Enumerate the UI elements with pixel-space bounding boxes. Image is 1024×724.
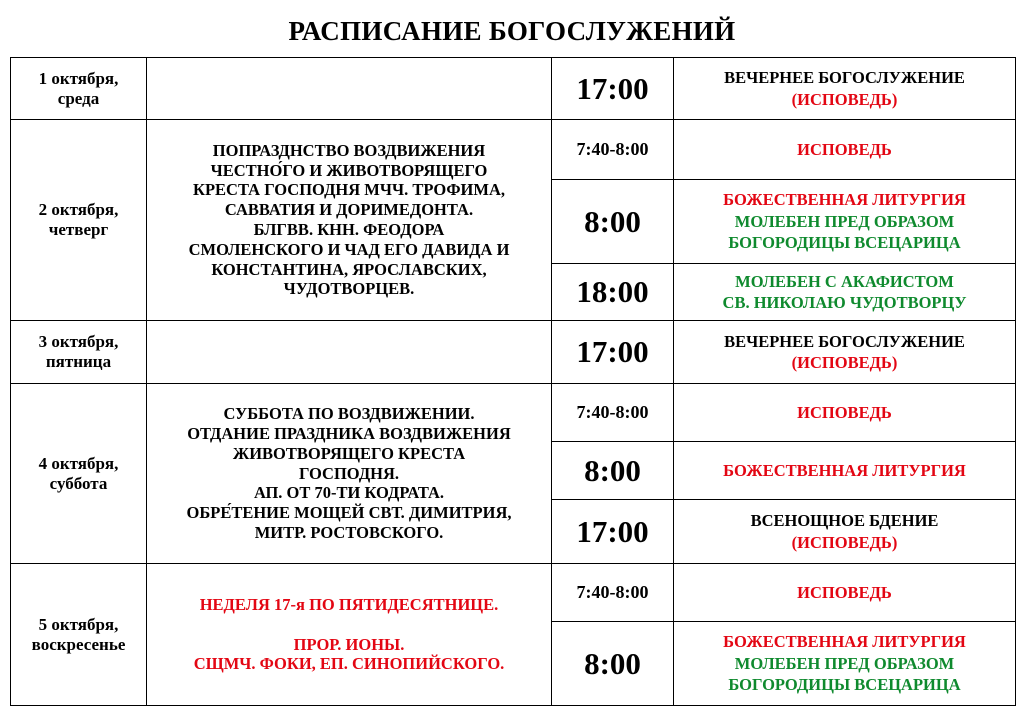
feast-line: ПРОР. ИОНЫ. xyxy=(293,634,405,654)
feast-line: ОБРЕ́ТЕНИЕ МОЩЕЙ СВТ. ДИМИТРИЯ, xyxy=(186,503,512,523)
day-date: 3 октября, xyxy=(38,332,119,352)
service-time: 8:00 xyxy=(552,442,674,500)
service-time: 7:40-8:00 xyxy=(552,120,674,180)
service-line: (ИСПОВЕДЬ) xyxy=(791,353,898,372)
feast-line: СМОЛЕНСКОГО И ЧАД ЕГО ДАВИДА И xyxy=(188,239,510,259)
schedule-table xyxy=(10,57,1016,706)
service-line: МОЛЕБЕН С АКАФИСТОМ xyxy=(735,271,954,291)
service-time: 17:00 xyxy=(552,321,674,384)
service-description xyxy=(674,180,1016,264)
service-line: ВЕЧЕРНЕЕ БОГОСЛУЖЕНИЕ xyxy=(724,331,965,351)
feast-line: АП. ОТ 70-ТИ КОДРАТА. xyxy=(253,483,445,503)
day-date: 2 октября, xyxy=(38,200,119,220)
feast-line: ПОПРАЗДНСТВО ВОЗДВИЖЕНИЯ xyxy=(212,140,486,160)
service-line: МОЛЕБЕН ПРЕД ОБРАЗОМ xyxy=(734,211,955,231)
service-time: 17:00 xyxy=(552,500,674,564)
service-description xyxy=(674,500,1016,564)
day-weekday: пятница xyxy=(45,352,112,371)
feast-line: ГОСПОДНЯ. xyxy=(298,463,400,483)
day-weekday: среда xyxy=(57,88,100,108)
service-description xyxy=(674,120,1016,180)
service-description xyxy=(674,564,1016,622)
feast-line xyxy=(151,615,547,635)
service-time: 7:40-8:00 xyxy=(552,384,674,442)
day-date-cell xyxy=(11,321,147,384)
service-description xyxy=(674,442,1016,500)
service-description xyxy=(674,58,1016,120)
service-line: ИСПОВЕДЬ xyxy=(797,139,892,159)
service-description xyxy=(674,321,1016,384)
service-line: БОЖЕСТВЕННАЯ ЛИТУРГИЯ xyxy=(723,460,966,480)
feast-cell xyxy=(147,120,552,321)
service-description xyxy=(674,384,1016,442)
feast-line: НЕДЕЛЯ 17-я ПО ПЯТИДЕСЯТНИЦЕ. xyxy=(199,594,499,614)
schedule-row xyxy=(11,384,1016,442)
service-line: СВ. НИКОЛАЮ ЧУДОТВОРЦУ xyxy=(722,293,967,312)
service-time: 17:00 xyxy=(552,58,674,120)
day-weekday: четверг xyxy=(48,220,109,239)
schedule-body xyxy=(11,58,1016,706)
feast-line: ЧУДОТВОРЦЕВ. xyxy=(283,279,415,299)
service-line: ВЕЧЕРНЕЕ БОГОСЛУЖЕНИЕ xyxy=(724,68,965,88)
feast-cell xyxy=(147,321,552,384)
schedule-row xyxy=(11,564,1016,622)
feast-line: СУББОТА ПО ВОЗДВИЖЕНИИ. xyxy=(223,404,475,424)
day-date: 4 октября, xyxy=(38,453,119,473)
feast-line: ЖИВОТВОРЯЩЕГО КРЕСТА xyxy=(232,443,466,463)
service-description xyxy=(674,264,1016,321)
service-line: МОЛЕБЕН ПРЕД ОБРАЗОМ xyxy=(734,653,955,673)
day-date-cell xyxy=(11,384,147,564)
service-line: (ИСПОВЕДЬ) xyxy=(791,89,898,109)
feast-cell xyxy=(147,564,552,706)
feast-line: ЧЕСТНО́ГО И ЖИВОТВОРЯЩЕГО xyxy=(210,160,488,180)
day-date-cell xyxy=(11,120,147,321)
service-time: 8:00 xyxy=(552,180,674,264)
day-weekday: суббота xyxy=(49,473,108,493)
service-line: ИСПОВЕДЬ xyxy=(797,402,892,422)
service-time: 7:40-8:00 xyxy=(552,564,674,622)
day-date-cell xyxy=(11,58,147,120)
page-title: РАСПИСАНИЕ БОГОСЛУЖЕНИЙ xyxy=(288,16,736,46)
feast-line: МИТР. РОСТОВСКОГО. xyxy=(254,522,444,542)
feast-cell xyxy=(147,58,552,120)
feast-cell xyxy=(147,384,552,564)
service-line: БОЖЕСТВЕННАЯ ЛИТУРГИЯ xyxy=(723,190,966,210)
day-date: 1 октября, xyxy=(38,68,119,88)
service-line: БОЖЕСТВЕННАЯ ЛИТУРГИЯ xyxy=(723,632,966,652)
service-line: БОГОРОДИЦЫ ВСЕЦАРИЦА xyxy=(728,675,961,695)
service-time: 18:00 xyxy=(552,264,674,321)
service-time: 8:00 xyxy=(552,622,674,706)
day-date-cell xyxy=(11,564,147,706)
service-line: БОГОРОДИЦЫ ВСЕЦАРИЦА xyxy=(728,233,961,253)
day-date: 5 октября, xyxy=(38,614,119,634)
feast-line: БЛГВВ. КНН. ФЕОДОРА xyxy=(253,220,445,239)
schedule-row xyxy=(11,58,1016,120)
schedule-row xyxy=(11,120,1016,180)
service-line: (ИСПОВЕДЬ) xyxy=(791,532,898,552)
feast-line: СЩМЧ. ФОКИ, ЕП. СИНОПИЙСКОГО. xyxy=(193,654,505,674)
service-line: ВСЕНОЩНОЕ БДЕНИЕ xyxy=(750,511,939,531)
day-weekday: воскресенье xyxy=(31,634,126,654)
feast-line: КРЕСТА ГОСПОДНЯ МЧЧ. ТРОФИМА, xyxy=(193,180,505,200)
feast-line: ОТДАНИЕ ПРАЗДНИКА ВОЗДВИЖЕНИЯ xyxy=(187,424,511,443)
feast-line: КОНСТАНТИНА, ЯРОСЛАВСКИХ, xyxy=(211,259,487,279)
service-line: ИСПОВЕДЬ xyxy=(797,582,892,602)
feast-line: САВВАТИЯ И ДОРИМЕДОНТА. xyxy=(224,200,474,220)
schedule-row xyxy=(11,321,1016,384)
service-description xyxy=(674,622,1016,706)
